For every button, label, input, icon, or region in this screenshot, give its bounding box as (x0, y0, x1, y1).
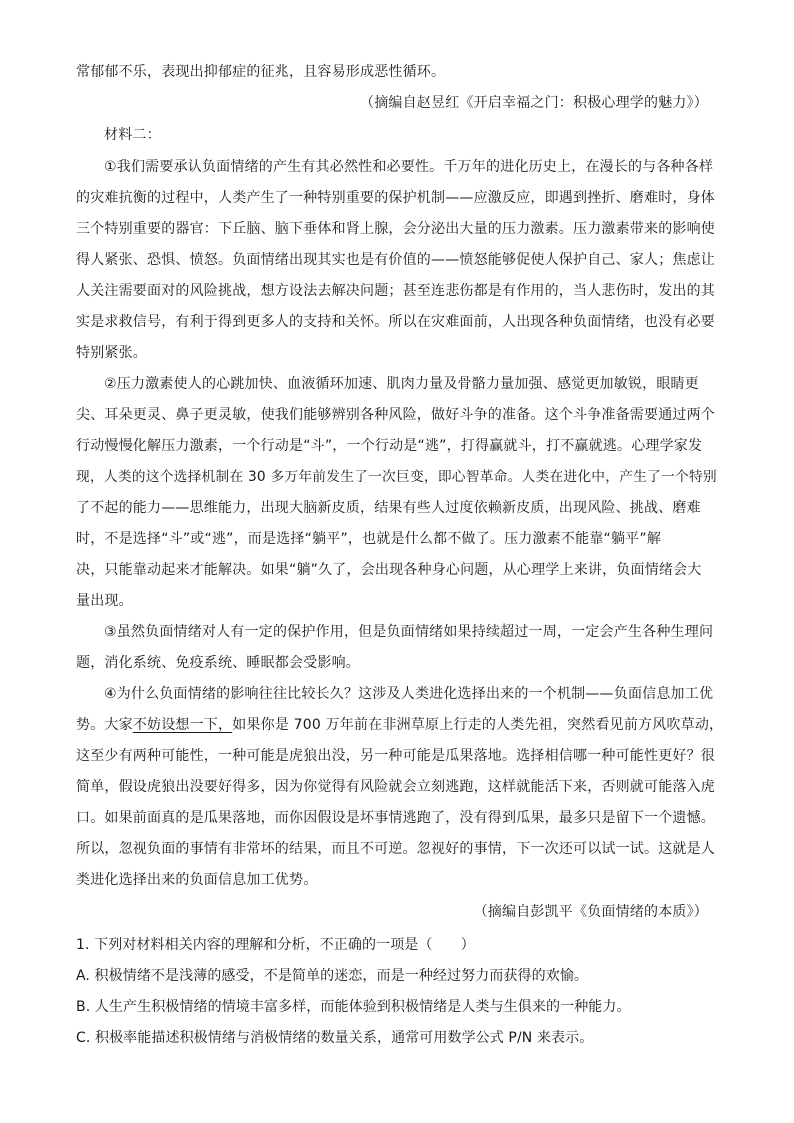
para4-line: 类进化选择出来的负面信息加工优势。 (76, 872, 318, 888)
para1-line: 实是求救信号，有利于得到更多人的支持和关怀。所以在灾难面前，人出现各种负面情绪，也没有必要 (76, 314, 715, 330)
para2-line: 了不起的能力——思维能力，出现大脑新皮质，结果有些人过度依赖新皮质，出现风险、挑战、磨难 (76, 500, 701, 516)
para4-line: 所以，忽视负面的事情有非常坏的结果，而且不可逆。忽视好的事情，下一次还可以试一试。这就是人 (76, 841, 715, 857)
citation-zhao: （摘编自赵昱红《开启幸福之门：积极心理学的魅力》） (360, 95, 708, 111)
para1-line: 三个特别重要的器官：下丘脑、脑下垂体和肾上腺，会分泌出大量的压力激素。压力激素带来的影响使 (76, 221, 715, 237)
para4-line (76, 715, 723, 735)
underlined-phrase: 不妨设想一下， (132, 717, 233, 733)
para3-line: 题，消化系统、免疫系统、睡眠都会受影响。 (76, 655, 360, 671)
para1-line: 得人紧张、恐惧、愤怒。负面情绪出现其实也是有价值的——愤怒能够促使人保护自己、家人；焦虑让 (76, 252, 715, 268)
question-stem: 1. 下列对材料相关内容的理解和分析，不正确的一项是（ ） (76, 937, 475, 953)
para1-line: 的灾难抗衡的过程中，人类产生了一种特别重要的保护机制——应激反应，即遇到挫折、磨难时，身体 (76, 190, 715, 206)
para4-line: 口。如果前面真的是瓜果落地，而你因假设是坏事情逃跑了，没有得到瓜果，最多只是留下一个遗憾。 (76, 810, 715, 826)
para3-line: ③虽然负面情绪对人有一定的保护作用，但是负面情绪如果持续超过一周，一定会产生各种生理问 (104, 624, 714, 640)
para1-line: 人关注需要面对的风险挑战，想方设法去解决问题；甚至连悲伤都是有作用的，当人悲伤时，发出的其 (76, 283, 715, 299)
material-2-heading: 材料二： (104, 127, 161, 143)
option-b: B. 人生产生积极情绪的情境丰富多样，而能体验到积极情绪是人类与生俱来的一种能力。 (76, 999, 631, 1015)
opening-line: 常郁郁不乐，表现出抑郁症的征兆，且容易形成恶性循环。 (76, 64, 446, 80)
para4-line2-start: 势。大家 (76, 717, 133, 733)
para1-line: 特别紧张。 (76, 345, 147, 361)
para2-line: 行动慢慢化解压力激素，一个行动是“斗”，一个行动是“逃”，打得赢就斗，打不赢就逃。心理学家发 (76, 438, 703, 454)
para2-line: 现，人类的这个选择机制在 30 多万年前发生了一次巨变，即心智革命。人类在进化中，产生了一个特别 (76, 469, 717, 485)
para2-line: 时，不是选择“斗”或“逃”，而是选择“躺平”，也就是什么都不做了。压力激素不能靠“躺平”解 (76, 531, 662, 547)
para4-line: ④为什么负面情绪的影响往往比较长久？这涉及人类进化选择出来的一个机制——负面信息加工优 (104, 686, 714, 702)
para4-line2-end: 如果你是 700 万年前在非洲草原上行走的人类先祖，突然看见前方风吹草动， (232, 717, 724, 733)
para2-line: ②压力激素使人的心跳加快、血液循环加速、肌肉力量及骨骼力量加强、感觉更加敏锐，眼睛更 (104, 376, 699, 392)
citation-peng: （摘编自彭凯平《负面情绪的本质》） (473, 904, 708, 920)
para2-line: 决，只能靠动起来才能解决。如果“躺”久了，会出现各种身心问题，从心理学上来讲，负面情绪会大 (76, 562, 702, 578)
option-c: C. 积极率能描述积极情绪与消极情绪的数量关系，通常可用数学公式 P/N 来表示。 (76, 1030, 594, 1046)
para4-line: 这至少有两种可能性，一种可能是虎狼出没，另一种可能是瓜果落地。选择相信哪一种可能性更好？很 (76, 748, 715, 764)
para4-line: 简单，假设虎狼出没要好得多，因为你觉得有风险就会立刻逃跑，这样就能活下来，否则就可能落入虎 (76, 779, 715, 795)
para1-line: ①我们需要承认负面情绪的产生有其必然性和必要性。千万年的进化历史上，在漫长的与各种各样 (104, 159, 714, 175)
para2-line: 尖、耳朵更灵、鼻子更灵敏，使我们能够辨别各种风险，做好斗争的准备。这个斗争准备需要通过两个 (76, 407, 715, 423)
option-a: A. 积极情绪不是浅薄的感受，不是简单的迷恋，而是一种经过努力而获得的欢愉。 (76, 968, 589, 984)
para2-line: 量出现。 (76, 593, 133, 609)
